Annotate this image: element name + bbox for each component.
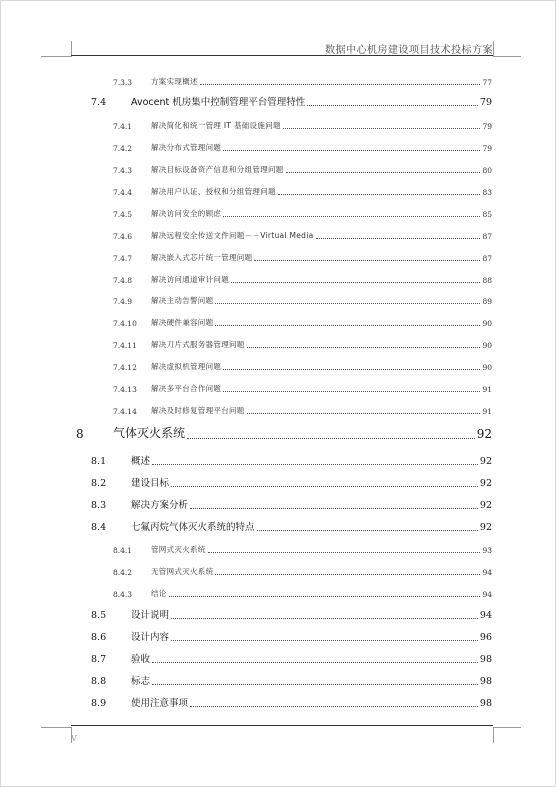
toc-dot-leader <box>223 150 480 151</box>
toc-entry-page: 92 <box>476 427 492 441</box>
toc-dot-leader <box>223 216 480 217</box>
toc-entry[interactable] <box>1 362 556 372</box>
toc-dot-leader <box>223 391 480 392</box>
toc-dot-leader <box>208 552 481 553</box>
toc-entry-page: 90 <box>482 341 492 350</box>
toc-entry-page: 91 <box>482 385 492 394</box>
toc-entry[interactable] <box>1 589 556 599</box>
toc-entry-title: 解决刀片式服务器管理问题 <box>151 340 245 349</box>
toc-entry[interactable] <box>1 384 556 394</box>
toc-entry-title: 设计说明 <box>131 610 170 621</box>
toc-dot-leader <box>215 303 480 304</box>
toc-entry-page: 85 <box>482 210 492 219</box>
toc-entry-number: 7.4.7 <box>113 254 133 263</box>
toc-entry-title: 管网式灭火系统 <box>151 545 206 554</box>
toc-entry-number: 7.4.1 <box>113 122 133 131</box>
toc-entry[interactable] <box>1 187 556 197</box>
toc-entry-title: 无管网式灭火系统 <box>151 567 214 576</box>
toc-entry-page: 91 <box>482 407 492 416</box>
toc-entry-title: 解决访问安全的顾虑 <box>151 209 222 218</box>
toc-entry-title: 解决主动告警问题 <box>151 296 214 305</box>
toc-entry[interactable] <box>1 653 556 665</box>
toc-entry-number: 7.4.10 <box>113 319 137 328</box>
toc-entry-number: 8.5 <box>91 610 107 621</box>
toc-dot-leader <box>187 438 475 439</box>
toc-entry-page: 94 <box>482 590 492 599</box>
toc-entry-number: 8.4.1 <box>113 546 133 555</box>
toc-entry-page: 90 <box>482 363 492 372</box>
toc-entry-title: 解决虚拟机管理问题 <box>151 362 222 371</box>
toc-entry-title: 结论 <box>151 589 167 598</box>
toc-entry-page: 98 <box>479 698 492 709</box>
toc-entry-number: 8.8 <box>91 676 107 687</box>
toc-entry[interactable] <box>1 697 556 709</box>
toc-entry-page: 93 <box>482 546 492 555</box>
toc-entry[interactable] <box>1 427 556 441</box>
toc-entry[interactable] <box>1 209 556 219</box>
toc-entry-number: 7.3.3 <box>113 78 133 87</box>
toc-entry-page: 98 <box>479 676 492 687</box>
toc-entry-number: 8.4.2 <box>113 568 133 577</box>
toc-entry-title: 气体灭火系统 <box>113 426 186 440</box>
toc-entry-title: 解决多平台合作问题 <box>151 384 222 393</box>
toc-entry-title: 解决分布式管理问题 <box>151 143 222 152</box>
toc-dot-leader <box>247 413 481 414</box>
toc-entry-number: 8.4 <box>91 522 107 533</box>
toc-entry-page: 79 <box>482 144 492 153</box>
toc-entry-title: 验收 <box>131 654 151 665</box>
toc-dot-leader <box>278 194 481 195</box>
toc-entry-number: 7.4.5 <box>113 210 133 219</box>
footer-page-number: V <box>71 734 77 743</box>
toc-entry-number: 8.1 <box>91 456 107 467</box>
toc-dot-leader <box>286 172 481 173</box>
toc-entry-title: 解决嵌入式芯片统一管理问题 <box>151 253 253 262</box>
toc-entry-number: 8.6 <box>91 632 107 643</box>
crop-mark <box>493 727 521 728</box>
toc-entry-number: 7.4.6 <box>113 232 133 241</box>
toc-entry[interactable] <box>1 275 556 285</box>
toc-entry-page: 92 <box>479 500 492 511</box>
toc-entry-page: 79 <box>482 122 492 131</box>
toc-entry-page: 80 <box>482 166 492 175</box>
toc-entry-number: 7.4.14 <box>113 407 137 416</box>
toc-dot-leader <box>215 325 480 326</box>
toc-entry[interactable] <box>1 545 556 555</box>
toc-entry-page: 89 <box>482 297 492 306</box>
toc-dot-leader <box>171 486 478 487</box>
crop-mark <box>41 56 71 57</box>
toc-entry-page: 92 <box>479 456 492 467</box>
toc-entry-number: 8.9 <box>91 698 107 709</box>
crop-mark <box>493 727 494 743</box>
toc-dot-leader <box>171 640 478 641</box>
toc-dot-leader <box>215 574 480 575</box>
toc-entry-title: 解决及时修复管理平台问题 <box>151 406 245 415</box>
toc-entry-page: 92 <box>479 522 492 533</box>
toc-dot-leader <box>190 508 478 509</box>
toc-dot-leader <box>283 128 481 129</box>
toc-entry-number: 7.4.8 <box>113 276 133 285</box>
toc-entry[interactable] <box>1 406 556 416</box>
toc-entry[interactable] <box>1 143 556 153</box>
toc-entry-number: 7.4.13 <box>113 385 137 394</box>
toc-entry-page: 77 <box>482 78 492 87</box>
toc-entry-title: 标志 <box>131 676 151 687</box>
toc-entry-page: 96 <box>479 632 492 643</box>
toc-entry[interactable] <box>1 165 556 175</box>
toc-dot-leader <box>152 464 478 465</box>
toc-entry-title: 解决远程安全传送文件问题－－Virtual Media <box>151 231 314 240</box>
toc-entry-number: 7.4.11 <box>113 341 137 350</box>
toc-entry[interactable] <box>1 121 556 131</box>
toc-entry-page: 87 <box>482 254 492 263</box>
toc-entry-page: 88 <box>482 276 492 285</box>
toc-dot-leader <box>307 105 478 106</box>
toc-dot-leader <box>152 684 478 685</box>
toc-entry-number: 8.4.3 <box>113 590 133 599</box>
toc-entry[interactable] <box>1 609 556 621</box>
toc-entry[interactable] <box>1 296 556 306</box>
toc-entry-page: 87 <box>482 232 492 241</box>
toc-dot-leader <box>152 662 478 663</box>
toc-entry-number: 8.2 <box>91 478 107 489</box>
toc-entry[interactable] <box>1 77 556 87</box>
toc-entry-title: 解决硬件兼容问题 <box>151 318 214 327</box>
toc-entry-page: 98 <box>479 654 492 665</box>
toc-entry-title: 解决用户认证、授权和分组管理问题 <box>151 187 276 196</box>
toc-entry[interactable] <box>1 499 556 511</box>
toc-entry-number: 7.4.3 <box>113 166 133 175</box>
crop-mark <box>493 41 494 57</box>
toc-entry-title: 七氟丙烷气体灭火系统的特点 <box>131 522 255 533</box>
toc-entry[interactable] <box>1 231 556 241</box>
toc-entry[interactable] <box>1 340 556 350</box>
toc-dot-leader <box>190 706 478 707</box>
toc-entry[interactable] <box>1 253 556 263</box>
toc-dot-leader <box>254 260 480 261</box>
toc-entry-number: 8.7 <box>91 654 107 665</box>
toc-dot-leader <box>169 596 481 597</box>
toc-dot-leader <box>257 530 478 531</box>
toc-entry[interactable] <box>1 675 556 687</box>
toc-entry-title: 建设目标 <box>131 478 170 489</box>
toc-entry-title: 方案实现概述 <box>151 77 198 86</box>
toc-dot-leader <box>231 282 480 283</box>
toc-entry-number: 7.4.2 <box>113 144 133 153</box>
toc-entry[interactable] <box>1 477 556 489</box>
header-title: 数据中心机房建设项目技术投标方案 <box>325 45 493 56</box>
toc-entry-title: 解决方案分析 <box>131 500 189 511</box>
toc-entry-title: 使用注意事项 <box>131 698 189 709</box>
toc-entry-title: 设计内容 <box>131 632 170 643</box>
toc-entry-title: 概述 <box>131 456 151 467</box>
toc-entry[interactable] <box>1 521 556 533</box>
toc-entry-number: 7.4 <box>91 97 107 108</box>
toc-entry[interactable] <box>1 96 556 108</box>
toc-entry-number: 7.4.12 <box>113 363 137 372</box>
toc-entry[interactable] <box>1 318 556 328</box>
header-rule <box>71 55 493 56</box>
toc-entry[interactable] <box>1 567 556 577</box>
toc-entry-title: 解决访问通道审计问题 <box>151 275 229 284</box>
toc-entry-page: 83 <box>482 188 492 197</box>
toc-entry-page: 90 <box>482 319 492 328</box>
toc-dot-leader <box>316 238 481 239</box>
toc-entry-page: 92 <box>479 478 492 489</box>
toc-entry-title: 解决简化和统一管理 IT 基础设施问题 <box>151 121 281 130</box>
toc-entry-number: 8 <box>76 427 84 441</box>
toc-entry-number: 7.4.4 <box>113 188 133 197</box>
crop-mark <box>41 727 71 728</box>
toc-dot-leader <box>171 618 478 619</box>
footer-rule <box>71 725 493 726</box>
toc-dot-leader <box>247 347 481 348</box>
toc-entry-number: 7.4.9 <box>113 297 133 306</box>
toc-entry-title: 解决目标设备资产信息和分组管理问题 <box>151 165 284 174</box>
toc-dot-leader <box>223 369 480 370</box>
toc-dot-leader <box>200 84 481 85</box>
toc-entry-page: 94 <box>479 610 492 621</box>
toc-entry-page: 79 <box>479 97 492 108</box>
toc-entry[interactable] <box>1 455 556 467</box>
crop-mark <box>493 56 521 57</box>
toc-entry-title: Avocent 机房集中控制管理平台管理特性 <box>131 97 306 108</box>
toc-entry-page: 94 <box>482 568 492 577</box>
toc-entry-number: 8.3 <box>91 500 107 511</box>
toc-entry[interactable] <box>1 631 556 643</box>
